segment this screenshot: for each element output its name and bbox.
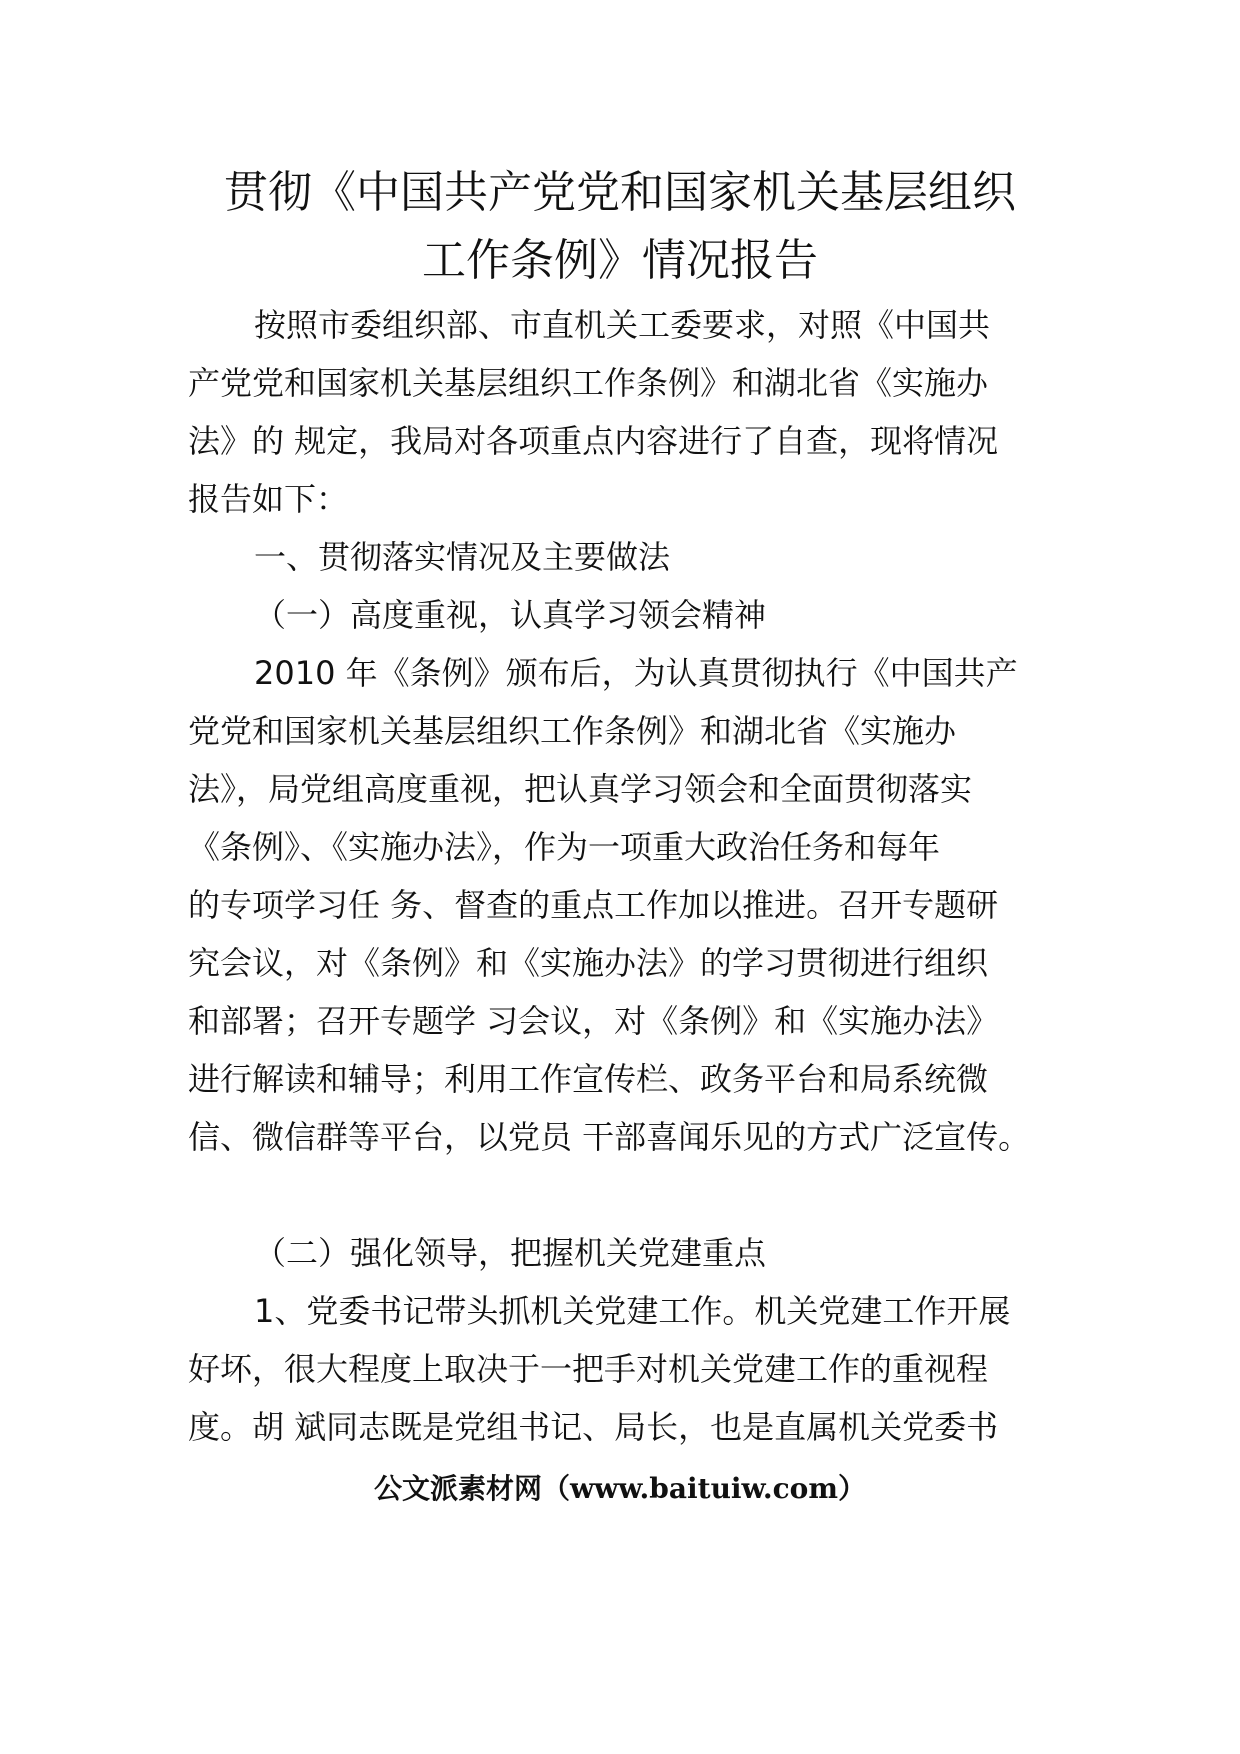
body-line-2: 产党党和国家机关基层组织工作条例》和湖北省《实施办: [188, 364, 989, 402]
subsection-heading-2: （二）强化领导，把握机关党建重点: [254, 1234, 767, 1272]
body-line-7: 法》，局党组高度重视，把认真学习领会和全面贯彻落实: [188, 770, 973, 808]
body-line-9: 的专项学习任 务、督查的重点工作加以推进。召开专题研: [188, 886, 999, 924]
document-title-line-1: 贯彻《中国共产党党和国家机关基层组织: [224, 167, 1016, 218]
body-line-5: 2010 年《条例》颁布后，为认真贯彻执行《中国共产: [254, 654, 1018, 692]
body-line-3: 法》的 规定，我局对各项重点内容进行了自查，现将情况: [188, 422, 999, 460]
section-heading-1: 一、贯彻落实情况及主要做法: [254, 538, 671, 576]
body-line-8: 《条例》、《实施办法》，作为一项重大政治任务和每年: [188, 828, 941, 866]
body-line-16: 度。胡 斌同志既是党组书记、局长，也是直属机关党委书: [188, 1408, 999, 1446]
body-line-10: 究会议，对《条例》和《实施办法》的学习贯彻进行组织: [188, 944, 989, 982]
body-line-11: 和部署；召开专题学 习会议，对《条例》和《实施办法》: [188, 1002, 999, 1040]
footer-source-note: 公文派素材网（www.baituiw.com）: [374, 1472, 866, 1505]
body-line-15: 好坏，很大程度上取决于一把手对机关党建工作的重视程: [188, 1350, 989, 1388]
body-line-6: 党党和国家机关基层组织工作条例》和湖北省《实施办: [188, 712, 957, 750]
document-title-line-2: 工作条例》情况报告: [422, 235, 818, 286]
body-line-13: 信、微信群等平台，以党员 干部喜闻乐见的方式广泛宣传。: [188, 1118, 1031, 1156]
subsection-heading-1: （一）高度重视，认真学习领会精神: [254, 596, 767, 634]
body-line-1: 按照市委组织部、市直机关工委要求，对照《中国共: [254, 306, 991, 344]
body-line-14: 1、党委书记带头抓机关党建工作。机关党建工作开展: [254, 1292, 1011, 1330]
body-line-12: 进行解读和辅导；利用工作宣传栏、政务平台和局系统微: [188, 1060, 989, 1098]
body-line-4: 报告如下：: [188, 480, 349, 518]
